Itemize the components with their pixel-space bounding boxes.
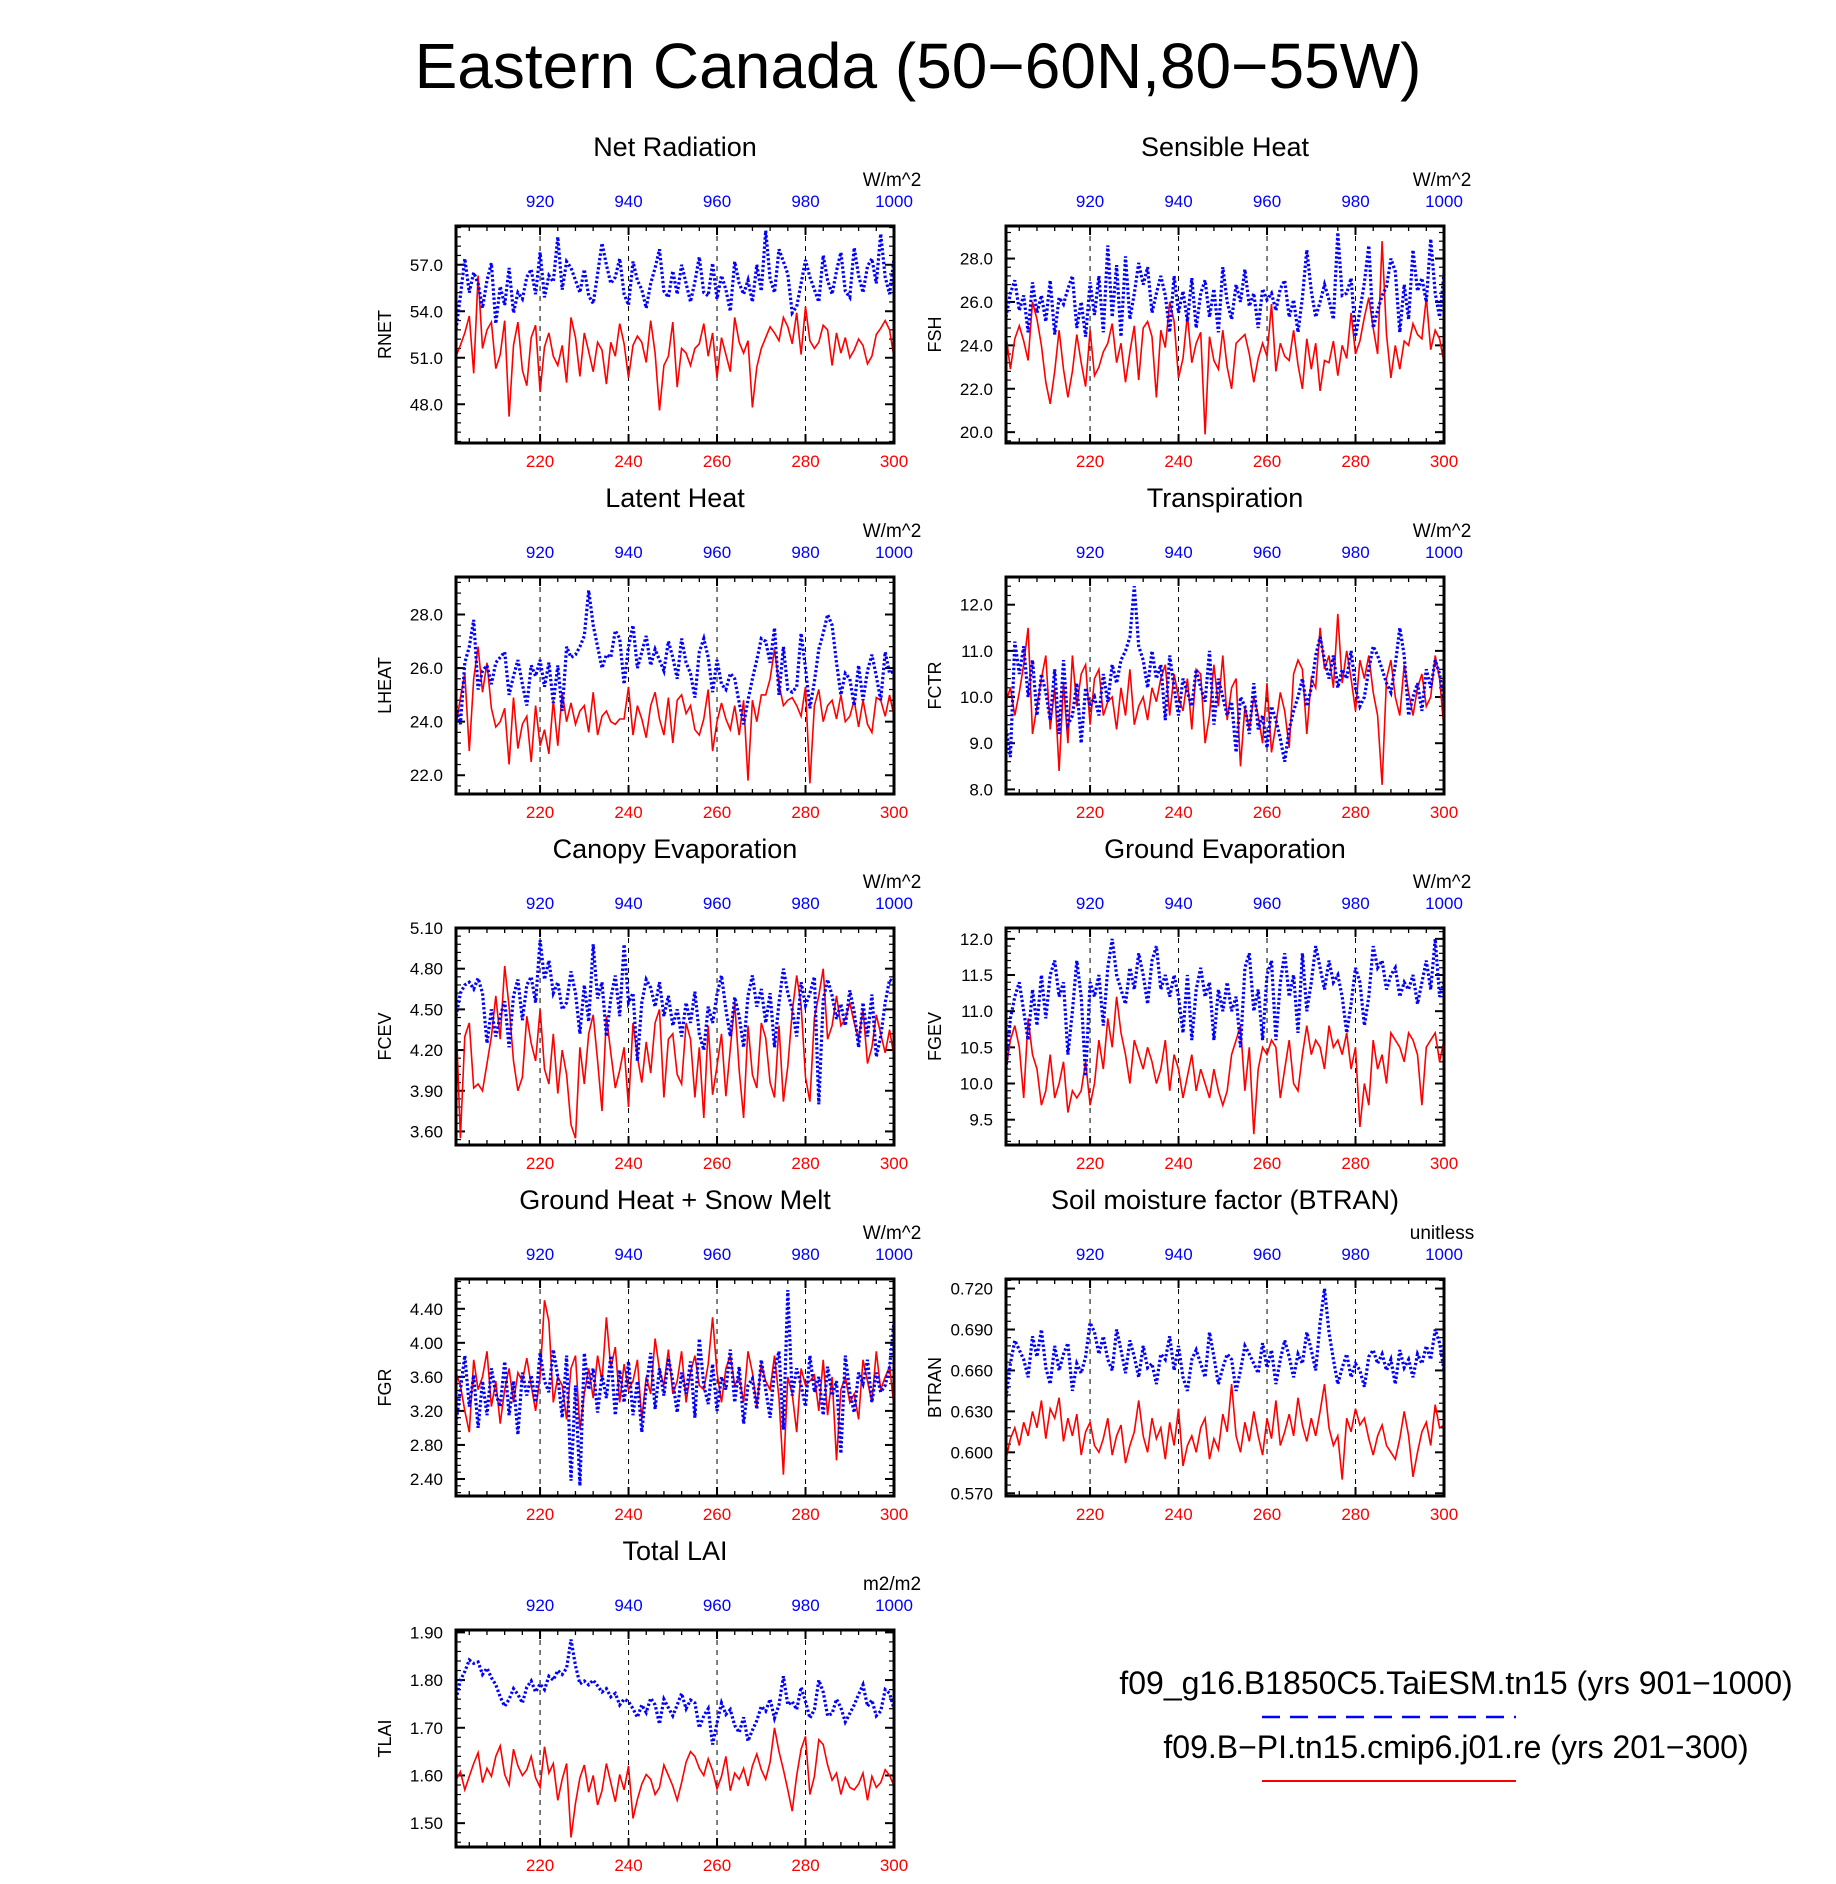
y-tick-label: 10.0 — [959, 688, 993, 708]
x-top-tick-label: 960 — [702, 894, 732, 913]
y-tick-label: 48.0 — [409, 395, 443, 415]
panel-title: Ground Evaporation — [1104, 834, 1346, 864]
x-bottom-tick-label: 240 — [614, 1505, 643, 1524]
y-tick-label: 10.0 — [959, 1074, 993, 1094]
series-line-red — [1006, 241, 1444, 434]
x-bottom-tick-label: 240 — [614, 452, 643, 471]
x-top-tick-label: 1000 — [1425, 543, 1463, 562]
y-tick-label: 22.0 — [409, 766, 443, 786]
x-bottom-tick-label: 240 — [1164, 1154, 1193, 1173]
x-bottom-tick-label: 240 — [614, 1856, 643, 1875]
x-bottom-tick-label: 220 — [525, 452, 555, 471]
y-tick-label: 28.0 — [409, 605, 443, 625]
x-bottom-tick-label: 300 — [879, 1505, 909, 1524]
panel-title: Sensible Heat — [1140, 132, 1310, 162]
series-line-blue — [456, 1640, 894, 1745]
y-tick-label: 51.0 — [409, 348, 443, 368]
x-bottom-tick-label: 300 — [879, 1154, 909, 1173]
x-bottom-tick-label: 240 — [614, 1154, 643, 1173]
units-label: unitless — [1409, 1223, 1475, 1244]
x-top-tick-label: 980 — [791, 192, 820, 211]
y-tick-label: 11.0 — [961, 641, 993, 661]
x-bottom-tick-label: 220 — [1075, 803, 1105, 822]
units-label: W/m^2 — [862, 170, 922, 191]
x-bottom-tick-label: 280 — [791, 1856, 820, 1875]
y-tick-label: 3.20 — [409, 1401, 443, 1421]
x-bottom-tick-label: 260 — [702, 1856, 732, 1875]
x-bottom-tick-label: 300 — [879, 452, 909, 471]
x-top-tick-label: 1000 — [875, 192, 913, 211]
x-top-tick-label: 920 — [1075, 192, 1105, 211]
y-axis-label: TLAI — [375, 1719, 395, 1758]
units-label: W/m^2 — [862, 1223, 922, 1244]
x-bottom-tick-label: 260 — [1252, 452, 1282, 471]
x-bottom-tick-label: 260 — [702, 1505, 732, 1524]
x-top-tick-label: 980 — [791, 543, 820, 562]
y-tick-label: 12.0 — [959, 595, 993, 615]
y-tick-label: 2.40 — [409, 1469, 443, 1489]
x-top-tick-label: 960 — [1252, 192, 1282, 211]
units-label: W/m^2 — [862, 521, 922, 542]
x-top-tick-label: 980 — [791, 894, 820, 913]
main-title: Eastern Canada (50−60N,80−55W) — [414, 30, 1422, 102]
x-top-tick-label: 980 — [1341, 1245, 1370, 1264]
x-top-tick-label: 920 — [1075, 1245, 1105, 1264]
x-bottom-tick-label: 220 — [525, 803, 555, 822]
panel-fctr — [925, 483, 1471, 822]
x-bottom-tick-label: 240 — [1164, 803, 1193, 822]
y-tick-label: 11.5 — [961, 966, 993, 986]
x-top-tick-label: 1000 — [875, 1245, 913, 1264]
legend-label-red: f09.B−PI.tn15.cmip6.j01.re (yrs 201−300) — [1163, 1729, 1749, 1765]
y-tick-label: 3.60 — [409, 1122, 443, 1142]
y-tick-label: 54.0 — [409, 302, 443, 322]
x-top-tick-label: 960 — [1252, 894, 1282, 913]
y-tick-label: 26.0 — [959, 292, 993, 312]
series-line-red — [456, 966, 894, 1138]
y-axis-label: BTRAN — [925, 1356, 945, 1419]
panel-title: Transpiration — [1146, 483, 1304, 513]
legend — [1119, 1665, 1792, 1781]
panel-fcev — [375, 834, 921, 1173]
x-bottom-tick-label: 280 — [791, 1505, 820, 1524]
panel-title: Ground Heat + Snow Melt — [519, 1185, 831, 1215]
x-top-tick-label: 920 — [525, 894, 555, 913]
x-top-tick-label: 940 — [614, 1245, 643, 1264]
y-tick-label: 28.0 — [959, 249, 993, 269]
panel-fgev — [925, 834, 1471, 1173]
y-tick-label: 9.0 — [969, 734, 993, 754]
x-top-tick-label: 1000 — [1425, 192, 1463, 211]
x-bottom-tick-label: 240 — [1164, 452, 1193, 471]
y-tick-label: 0.720 — [950, 1279, 993, 1299]
x-top-tick-label: 1000 — [1425, 1245, 1463, 1264]
x-top-tick-label: 920 — [525, 1596, 555, 1615]
x-top-tick-label: 940 — [1164, 1245, 1193, 1264]
y-tick-label: 9.5 — [969, 1110, 993, 1130]
x-bottom-tick-label: 220 — [525, 1154, 555, 1173]
x-bottom-tick-label: 240 — [614, 803, 643, 822]
x-bottom-tick-label: 300 — [1429, 1505, 1459, 1524]
panel-title: Total LAI — [622, 1536, 728, 1566]
y-tick-label: 22.0 — [959, 379, 993, 399]
units-label: W/m^2 — [1412, 170, 1472, 191]
x-top-tick-label: 1000 — [875, 543, 913, 562]
panel-title: Soil moisture factor (BTRAN) — [1050, 1185, 1400, 1215]
y-tick-label: 0.660 — [950, 1361, 993, 1381]
x-top-tick-label: 960 — [702, 543, 732, 562]
y-tick-label: 5.10 — [409, 919, 443, 938]
panel-title: Canopy Evaporation — [552, 834, 798, 864]
plot-frame — [1006, 928, 1444, 1145]
series-line-red — [456, 647, 894, 784]
y-tick-label: 1.70 — [409, 1718, 443, 1738]
y-axis-label: FCTR — [925, 661, 945, 710]
series-line-blue — [456, 1290, 894, 1486]
x-bottom-tick-label: 280 — [1341, 1154, 1370, 1173]
x-top-tick-label: 980 — [791, 1245, 820, 1264]
y-tick-label: 11.0 — [961, 1002, 993, 1022]
x-top-tick-label: 1000 — [875, 1596, 913, 1615]
x-top-tick-label: 920 — [525, 543, 555, 562]
y-tick-label: 1.60 — [409, 1766, 443, 1786]
y-tick-label: 1.50 — [409, 1814, 443, 1834]
y-tick-label: 3.60 — [409, 1367, 443, 1387]
series-line-blue — [1006, 939, 1444, 1076]
y-tick-label: 12.0 — [959, 929, 993, 949]
y-axis-label: RNET — [375, 310, 395, 359]
x-top-tick-label: 940 — [614, 1596, 643, 1615]
y-tick-label: 8.0 — [969, 780, 993, 800]
x-bottom-tick-label: 260 — [1252, 1154, 1282, 1173]
y-tick-label: 1.80 — [409, 1671, 443, 1691]
x-top-tick-label: 1000 — [875, 894, 913, 913]
x-bottom-tick-label: 280 — [791, 452, 820, 471]
y-tick-label: 57.0 — [409, 255, 443, 275]
units-label: W/m^2 — [862, 872, 922, 893]
x-top-tick-label: 960 — [702, 1596, 732, 1615]
y-tick-label: 4.50 — [409, 1000, 443, 1020]
x-bottom-tick-label: 220 — [1075, 1154, 1105, 1173]
x-top-tick-label: 980 — [1341, 543, 1370, 562]
x-top-tick-label: 940 — [1164, 192, 1193, 211]
x-bottom-tick-label: 220 — [1075, 1505, 1105, 1524]
x-top-tick-label: 940 — [1164, 894, 1193, 913]
x-top-tick-label: 980 — [1341, 894, 1370, 913]
legend-label-blue: f09_g16.B1850C5.TaiESM.tn15 (yrs 901−1000) — [1119, 1665, 1793, 1701]
panel-btran — [925, 1185, 1474, 1524]
panel-tlai — [375, 1536, 921, 1875]
y-tick-label: 3.90 — [409, 1081, 443, 1101]
series-line-red — [456, 276, 894, 417]
y-tick-label: 4.20 — [409, 1041, 443, 1061]
y-tick-label: 24.0 — [959, 336, 993, 356]
x-top-tick-label: 960 — [702, 192, 732, 211]
x-bottom-tick-label: 300 — [879, 803, 909, 822]
y-tick-label: 10.5 — [959, 1038, 993, 1058]
x-bottom-tick-label: 300 — [1429, 1154, 1459, 1173]
y-tick-label: 4.00 — [409, 1333, 443, 1353]
x-bottom-tick-label: 280 — [791, 1154, 820, 1173]
panel-title: Latent Heat — [605, 483, 745, 513]
x-top-tick-label: 980 — [791, 1596, 820, 1615]
panel-grid — [375, 132, 1474, 1875]
x-bottom-tick-label: 300 — [879, 1856, 909, 1875]
x-bottom-tick-label: 300 — [1429, 803, 1459, 822]
x-bottom-tick-label: 220 — [525, 1505, 555, 1524]
x-top-tick-label: 960 — [1252, 1245, 1282, 1264]
panel-fsh — [925, 132, 1471, 471]
y-tick-label: 4.40 — [409, 1299, 443, 1319]
panel-title: Net Radiation — [593, 132, 757, 162]
y-axis-label: FGR — [375, 1368, 395, 1407]
y-axis-label: FSH — [925, 316, 945, 353]
x-top-tick-label: 940 — [614, 894, 643, 913]
units-label: m2/m2 — [862, 1574, 922, 1595]
y-tick-label: 0.630 — [950, 1402, 993, 1422]
y-axis-label: LHEAT — [375, 657, 395, 714]
units-label: W/m^2 — [1412, 521, 1472, 542]
x-bottom-tick-label: 260 — [702, 803, 732, 822]
units-label: W/m^2 — [1412, 872, 1472, 893]
y-tick-label: 24.0 — [409, 712, 443, 732]
x-bottom-tick-label: 220 — [1075, 452, 1105, 471]
x-bottom-tick-label: 220 — [525, 1856, 555, 1875]
x-bottom-tick-label: 280 — [791, 803, 820, 822]
x-top-tick-label: 920 — [1075, 894, 1105, 913]
x-top-tick-label: 940 — [1164, 543, 1193, 562]
x-bottom-tick-label: 260 — [702, 1154, 732, 1173]
x-top-tick-label: 920 — [525, 1245, 555, 1264]
x-top-tick-label: 940 — [614, 543, 643, 562]
y-axis-label: FGEV — [925, 1011, 945, 1062]
x-bottom-tick-label: 260 — [702, 452, 732, 471]
x-top-tick-label: 920 — [525, 192, 555, 211]
y-tick-label: 0.570 — [950, 1484, 993, 1504]
x-bottom-tick-label: 300 — [1429, 452, 1459, 471]
y-tick-label: 2.80 — [409, 1435, 443, 1455]
x-bottom-tick-label: 240 — [1164, 1505, 1193, 1524]
panel-fgr — [375, 1185, 921, 1524]
y-tick-label: 0.690 — [950, 1320, 993, 1340]
series-line-red — [456, 1728, 894, 1838]
y-tick-label: 0.600 — [950, 1443, 993, 1463]
panel-lheat — [375, 483, 921, 822]
series-line-red — [1006, 1384, 1444, 1480]
series-line-blue — [456, 231, 894, 330]
x-bottom-tick-label: 260 — [1252, 1505, 1282, 1524]
x-top-tick-label: 1000 — [1425, 894, 1463, 913]
y-axis-label: FCEV — [375, 1012, 395, 1061]
x-bottom-tick-label: 280 — [1341, 1505, 1370, 1524]
plot-frame — [456, 1630, 894, 1847]
x-top-tick-label: 960 — [702, 1245, 732, 1264]
y-tick-label: 26.0 — [409, 659, 443, 679]
y-tick-label: 20.0 — [959, 423, 993, 443]
x-top-tick-label: 980 — [1341, 192, 1370, 211]
plot-frame — [456, 577, 894, 794]
x-top-tick-label: 960 — [1252, 543, 1282, 562]
x-bottom-tick-label: 280 — [1341, 452, 1370, 471]
y-tick-label: 1.90 — [409, 1623, 443, 1643]
panel-rnet — [375, 132, 921, 471]
x-top-tick-label: 940 — [614, 192, 643, 211]
x-bottom-tick-label: 280 — [1341, 803, 1370, 822]
x-top-tick-label: 920 — [1075, 543, 1105, 562]
series-line-blue — [1006, 1289, 1444, 1398]
x-bottom-tick-label: 260 — [1252, 803, 1282, 822]
y-tick-label: 4.80 — [409, 959, 443, 979]
